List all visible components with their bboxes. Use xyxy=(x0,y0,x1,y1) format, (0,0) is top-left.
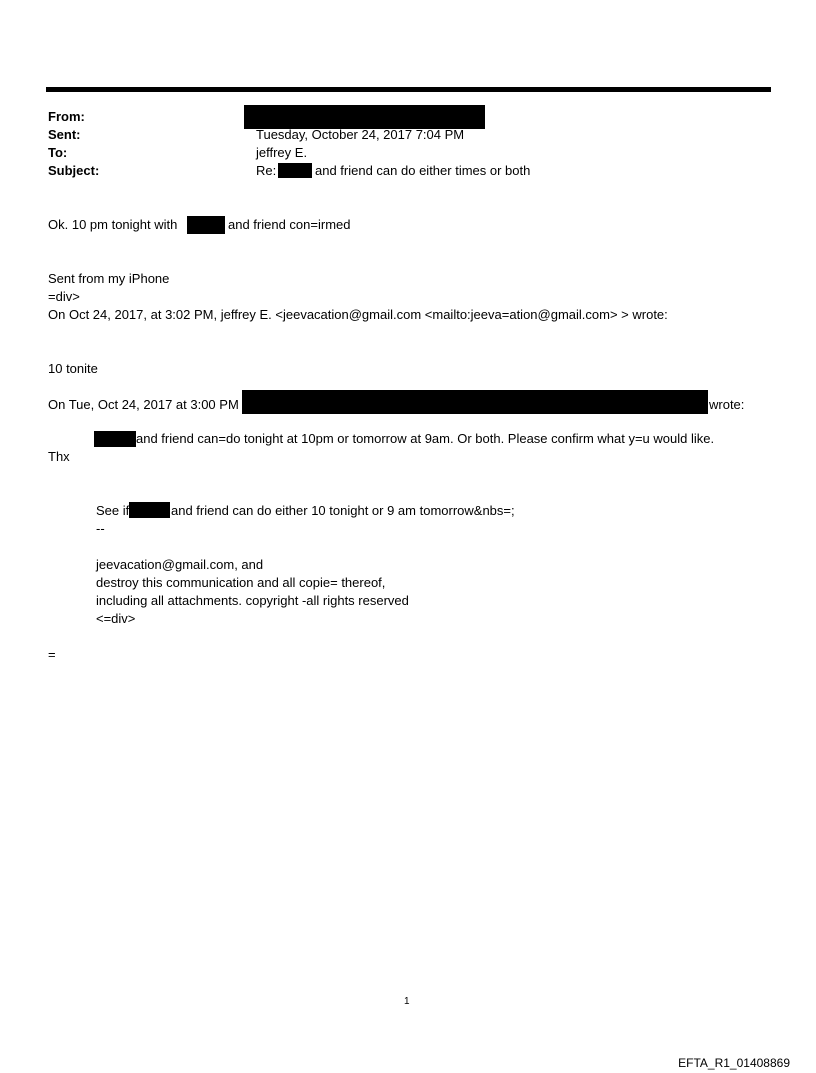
page-number: 1 xyxy=(404,996,410,1007)
to-value: jeffrey E. xyxy=(256,145,308,160)
header-rule xyxy=(46,87,771,92)
quote-redaction xyxy=(94,431,136,447)
body-line1-redaction xyxy=(187,216,225,234)
see-if-redaction xyxy=(129,502,170,518)
sig-line3: including all attachments. copyright -all rights reserved xyxy=(96,593,409,608)
subject-label: Subject: xyxy=(48,163,100,178)
div-close-line: <=div> xyxy=(96,611,136,626)
bates-number: EFTA_R1_01408869 xyxy=(678,1056,790,1070)
div-open-line: =div> xyxy=(48,289,80,304)
sig-line1: jeevacation@gmail.com, and xyxy=(96,557,264,572)
on-oct-line: On Oct 24, 2017, at 3:02 PM, jeffrey E. <jeevacation@gmail.com <mailto:jeeva=ation@gmail.com> > wrote: xyxy=(48,307,668,322)
see-if-rest: and friend can do either 10 tonight or 9 am tomorrow&nbs=; xyxy=(171,503,515,518)
from-redaction xyxy=(244,105,485,129)
sender-redaction xyxy=(242,390,708,414)
to-label: To: xyxy=(48,145,68,160)
see-if-text: See if xyxy=(96,503,130,518)
subject-prefix: Re: xyxy=(256,163,277,178)
ten-tonite-line: 10 tonite xyxy=(48,361,98,376)
sent-label: Sent: xyxy=(48,127,81,142)
sent-value: Tuesday, October 24, 2017 7:04 PM xyxy=(256,127,465,142)
from-label: From: xyxy=(48,109,85,124)
subject-redaction xyxy=(278,163,312,178)
wrote-label: wrote: xyxy=(709,397,745,412)
sent-from-line: Sent from my iPhone xyxy=(48,271,170,286)
quote-line1: and friend can=do tonight at 10pm or tomorrow at 9am. Or both. Please confirm what y=u would like. xyxy=(136,431,715,446)
subject-value: and friend can do either times or both xyxy=(315,163,531,178)
thx-line: Thx xyxy=(48,449,70,464)
dashes-line: -- xyxy=(96,521,105,536)
equals-line: = xyxy=(48,647,56,662)
body-line1-b: and friend con=irmed xyxy=(228,217,351,232)
on-tue-line: On Tue, Oct 24, 2017 at 3:00 PM xyxy=(48,397,239,412)
sig-line2: destroy this communication and all copie= thereof, xyxy=(96,575,386,590)
body-line1-a: Ok. 10 pm tonight with xyxy=(48,217,178,232)
